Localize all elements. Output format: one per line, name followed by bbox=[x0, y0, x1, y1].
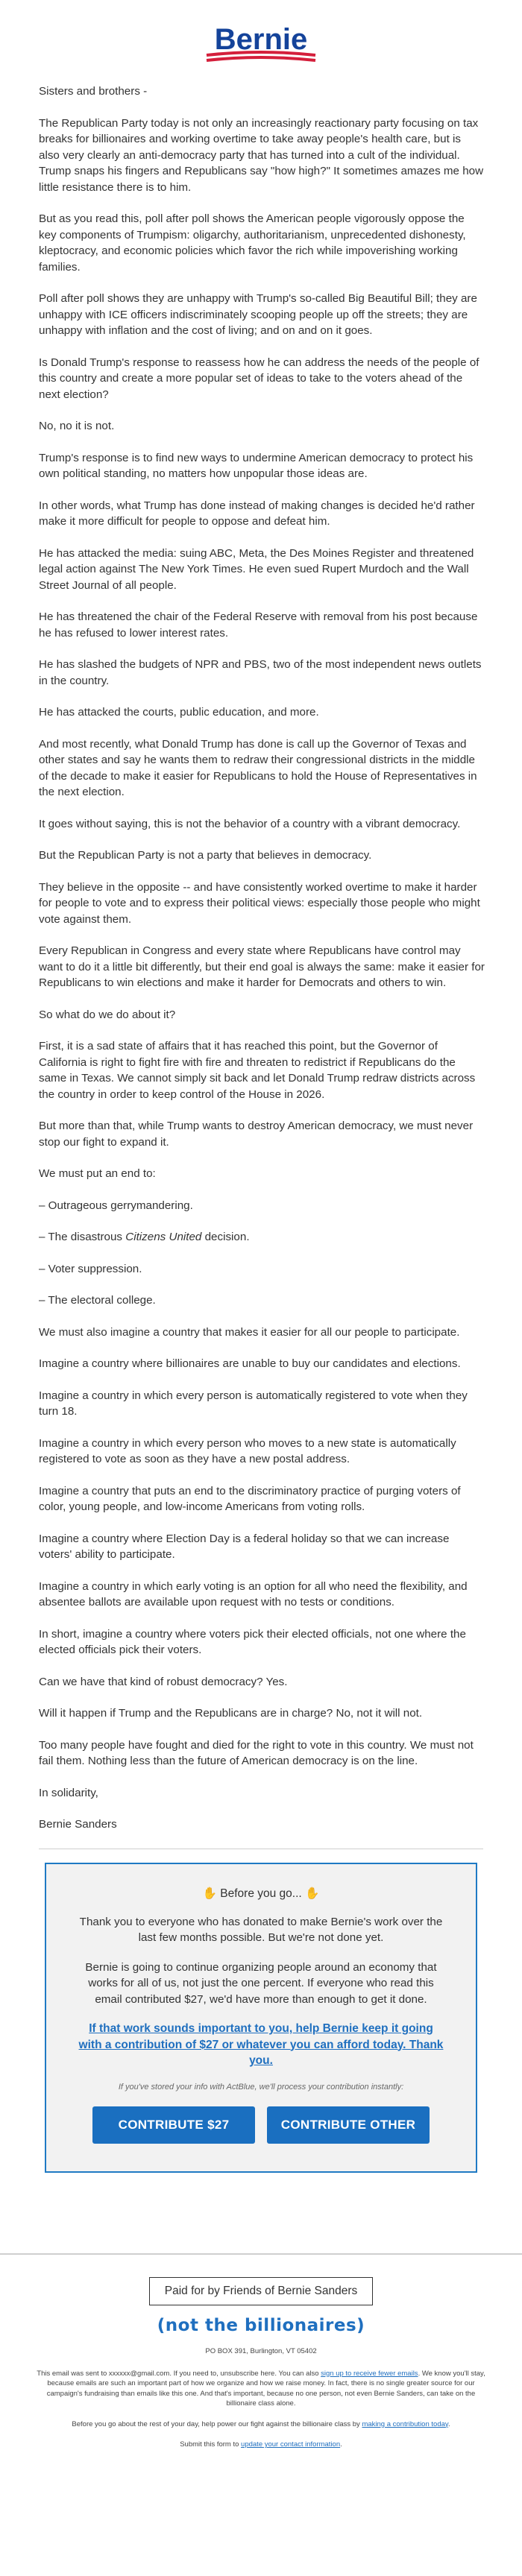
letter-paragraph: The Republican Party today is not only an increasingly reactionary party focusing on tax breaks for billionaires and working overtime to take away people's health care, but is also very clearly an anti-democracy party that has turned into a cult of the individual. Trump snaps his fingers and Republicans say "how high?" It sometimes amazes me how little resistance there is to him. bbox=[39, 116, 484, 194]
letter-paragraph: Imagine a country in which every person is automatically registered to vote when they turn 18. bbox=[39, 1389, 468, 1418]
fine2-b: . bbox=[447, 2419, 450, 2428]
letter-paragraph: No, no it is not. bbox=[39, 420, 115, 432]
not-the-billionaires: (not the billionaires) bbox=[157, 2315, 365, 2335]
make-contribution-link[interactable]: making a contribution today bbox=[362, 2419, 448, 2428]
letter-paragraph: Imagine a country where billionaires are unable to buy our candidates and elections. bbox=[39, 1357, 461, 1370]
contribute-27-button[interactable]: CONTRIBUTE $27 bbox=[92, 2106, 255, 2144]
letter-paragraph: In solidarity, bbox=[39, 1786, 98, 1799]
citizens-united: Citizens United bbox=[125, 1231, 202, 1243]
contribute-link[interactable]: If that work sounds important to you, help Bernie keep it going with a contribution of $27 or whatever you can afford today. Thank you. bbox=[78, 2022, 444, 2067]
letter-paragraph: In other words, what Trump has done instead of making changes is decided he'd rather make it more difficult for people to oppose and defeat him. bbox=[39, 499, 475, 528]
recipient-email: xxxxxx@gmail.com bbox=[108, 2369, 170, 2378]
letter-paragraph: But more than that, while Trump wants to destroy American democracy, we must never stop our fight to expand it. bbox=[39, 1120, 474, 1149]
paid-for-disclaimer: Paid for by Friends of Bernie Sanders bbox=[149, 2277, 373, 2305]
fine2-a: Before you go about the rest of your day, help power our fight against the billionaire class by bbox=[72, 2419, 362, 2428]
letter-paragraph: He has threatened the chair of the Federal Reserve with removal from his post because he has refused to lower interest rates. bbox=[39, 610, 478, 640]
update-contact-text bbox=[33, 2440, 489, 2450]
unsubscribe-text bbox=[33, 2369, 489, 2409]
letter-paragraph: In short, imagine a country where voters pick their elected officials, not one where the elected officials pick their voters. bbox=[39, 1627, 466, 1656]
letter-paragraph: Imagine a country in which early voting is an option for all who need the flexibility, and absentee ballots are available upon request with no tests or conditions. bbox=[39, 1579, 468, 1609]
letter-paragraph: Can we have that kind of robust democracy? Yes. bbox=[39, 1675, 288, 1688]
letter-paragraph: Imagine a country where Election Day is a federal holiday so that we can increase voters' ability to participate. bbox=[39, 1532, 450, 1561]
letter-paragraph: Bernie Sanders bbox=[39, 1818, 117, 1831]
before-you-go-box bbox=[45, 1863, 477, 2173]
letter-paragraph: Every Republican in Congress and every state where Republicans have control may want to do it a little bit differently, but their end goal is always the same: make it easier for Republicans to win elections and make it harder for Democrats and others to win. bbox=[39, 944, 485, 989]
contribute-other-button[interactable]: CONTRIBUTE OTHER bbox=[267, 2106, 430, 2144]
letter-paragraph: – Outrageous gerrymandering. bbox=[39, 1199, 193, 1212]
box-title: ✋ Before you go... ✋ bbox=[202, 1887, 320, 1900]
citizens-prefix: – The disastrous bbox=[39, 1231, 126, 1243]
letter-paragraph: He has attacked the media: suing ABC, Meta, the Des Moines Register and threatened legal action against The New York Times. He even sued Rupert Murdoch and the Wall Street Journal of all people. bbox=[39, 546, 474, 592]
letter-paragraph: We must put an end to: bbox=[39, 1167, 156, 1180]
letter-paragraph: – Voter suppression. bbox=[39, 1262, 142, 1275]
letter-paragraph: But as you read this, poll after poll shows the American people vigorously oppose the key components of Trumpism: oligarchy, authoritarianism, unprecedented dishonesty, kleptocracy, and economic policies which favor the rich while impoverishing working families. bbox=[39, 212, 466, 274]
letter-paragraph: Is Donald Trump's response to reassess how he can address the needs of the people of this country and create a more popular set of ideas to take to the voters ahead of the next election? bbox=[39, 356, 479, 401]
fine3-b: . bbox=[340, 2440, 342, 2449]
letter-paragraph: And most recently, what Donald Trump has done is call up the Governor of Texas and other states and say he wants them to redraw their congressional districts in the middle of the decade to make it easier for Republicans to hold the House of Representatives in the next election. bbox=[39, 737, 477, 798]
letter-paragraph: Imagine a country that puts an end to the discriminatory practice of purging voters of color, young people, and low-income Americans from voting rolls. bbox=[39, 1484, 461, 1513]
letter-paragraph: They believe in the opposite -- and have consistently worked overtime to make it harder for people to vote and to express their political views: especially those people who might vote against them. bbox=[39, 880, 480, 926]
letter-paragraph: We must also imagine a country that makes it easier for all our people to participate. bbox=[39, 1325, 460, 1339]
contribute-buttons bbox=[76, 2106, 446, 2144]
letter-paragraph bbox=[39, 1229, 485, 1246]
footer-divider bbox=[0, 2253, 522, 2255]
letter-paragraph: It goes without saying, this is not the behavior of a country with a vibrant democracy. bbox=[39, 817, 461, 830]
bernie-logo-icon bbox=[190, 22, 332, 69]
letter-paragraph: Trump's response is to find new ways to undermine American democracy to protect his own political standing, no matters how unpopular those ideas are. bbox=[39, 451, 474, 480]
footer-fine-print bbox=[0, 2355, 522, 2450]
letter-paragraph: Too many people have fought and died for the right to vote in this country. We must not fail them. Nothing less than the future of American democracy is on the line. bbox=[39, 1738, 474, 1767]
update-contact-link[interactable]: update your contact information bbox=[241, 2440, 341, 2449]
logo-wordmark: Bernie bbox=[214, 23, 308, 56]
fine1-a: This email was sent to bbox=[37, 2369, 109, 2378]
fine1-b: . If you need to, unsubscribe here. You can also bbox=[169, 2369, 321, 2378]
letter-paragraph: He has attacked the courts, public education, and more. bbox=[39, 706, 319, 719]
letter-paragraph: – The electoral college. bbox=[39, 1294, 156, 1307]
letter-body bbox=[0, 83, 522, 1833]
fine3-a: Submit this form to bbox=[180, 2440, 242, 2449]
actblue-note: If you've stored your info with ActBlue, we'll process your contribution instantly: bbox=[118, 2082, 404, 2092]
letter-paragraph: But the Republican Party is not a party that believes in democracy. bbox=[39, 849, 372, 862]
letter-paragraph: Poll after poll shows they are unhappy with Trump's so-called Big Beautiful Bill; they are unhappy with ICE officers indiscriminately scooping people up off the streets; they are unhappy with inflation and the cost of living; and on and on it goes. bbox=[39, 292, 477, 337]
letter-paragraph: First, it is a sad state of affairs that it has reached this point, but the Governor of California is right to fight fire with fire and threaten to redistrict if Republicans do the same in Texas. We cannot simply sit back and let Donald Trump redraw districts across the country in order to keep control of the House in 2026. bbox=[39, 1040, 476, 1101]
fewer-emails-link[interactable]: sign up to receive fewer emails bbox=[321, 2369, 418, 2378]
mailing-address: PO BOX 391, Burlington, VT 05402 bbox=[205, 2346, 317, 2355]
letter-paragraph: So what do we do about it? bbox=[39, 1008, 176, 1021]
bernie-logo[interactable] bbox=[0, 0, 522, 83]
box-paragraph-2: Bernie is going to continue organizing people around an economy that works for all of us, not just the one percent. If everyone who read this email contributed $27, we'd have more than enough to get it done. bbox=[85, 1960, 437, 2006]
fine1-c: . We know you'll stay, because emails are such an important part of how we organize and how we raise money. In fact, there is no single greater source for our campaign's fundraising than emails like this one. And that's important, because no one person, not even Bernie Sanders, can take on the billionaire class alone. bbox=[46, 2369, 485, 2408]
letter-paragraph: Will it happen if Trump and the Republicans are in charge? No, not it will not. bbox=[39, 1707, 423, 1720]
contribution-text bbox=[33, 2419, 489, 2430]
letter-paragraph: Imagine a country in which every person who moves to a new state is automatically registered to vote as soon as they have a new postal address. bbox=[39, 1436, 456, 1465]
box-paragraph-1: Thank you to everyone who has donated to make Bernie's work over the last few months possible. But we're not done yet. bbox=[79, 1915, 443, 1944]
letter-paragraph: Sisters and brothers - bbox=[39, 85, 148, 98]
letter-paragraph: He has slashed the budgets of NPR and PBS, two of the most independent news outlets in the country. bbox=[39, 658, 482, 687]
citizens-suffix: decision. bbox=[201, 1231, 250, 1243]
